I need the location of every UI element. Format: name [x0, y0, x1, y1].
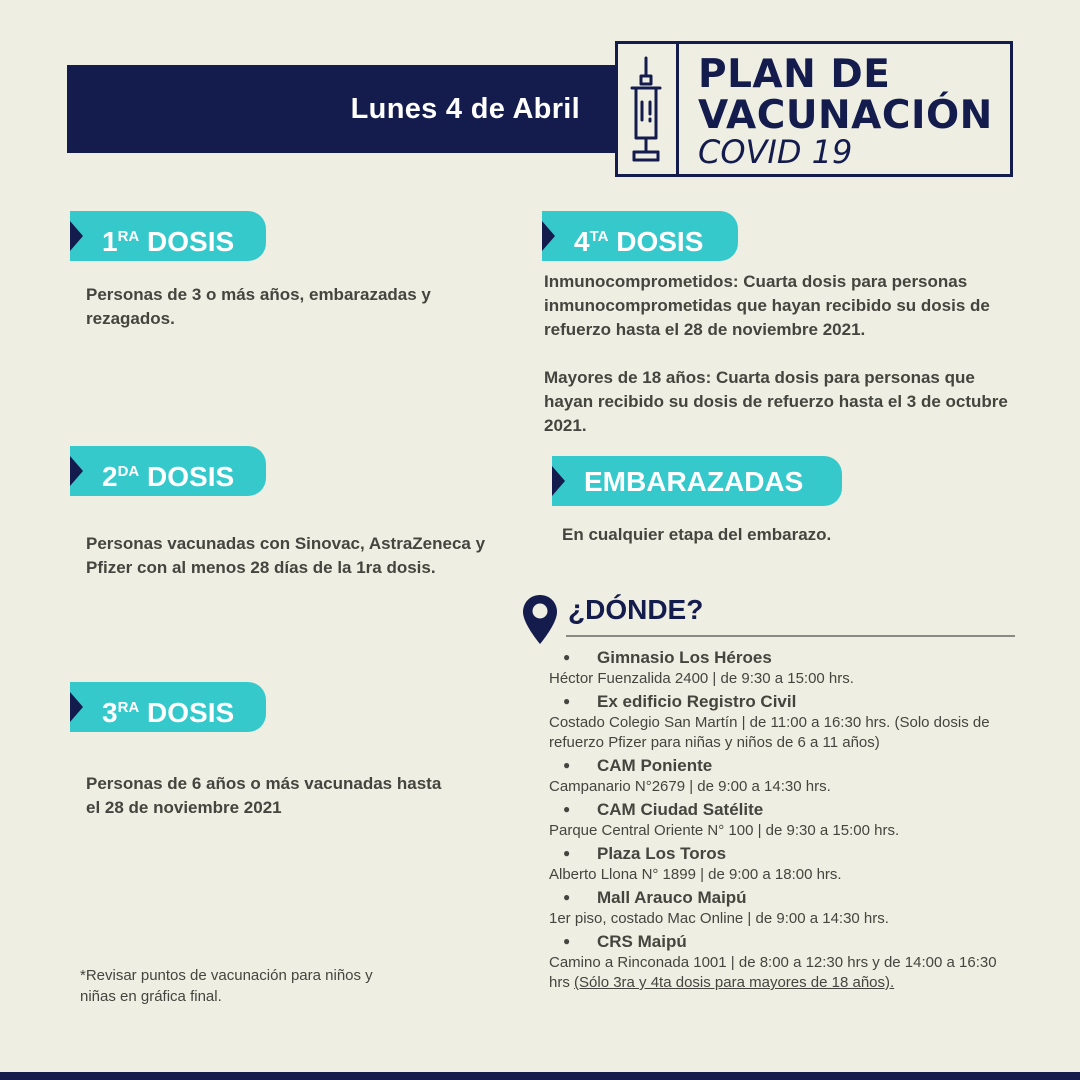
plan-icon-column	[618, 44, 679, 174]
list-item	[549, 930, 1019, 993]
location-name: CAM Ciudad Satélite	[597, 800, 764, 819]
location-detail: Campanario N°2679 | de 9:00 a 14:30 hrs.	[549, 778, 831, 795]
plan-title-line1: PLAN DE	[698, 52, 891, 97]
location-name: Plaza Los Toros	[597, 844, 727, 863]
plan-title-box	[615, 41, 1013, 177]
bullet-icon: ●	[563, 890, 571, 904]
dose-3-suffix: RA	[117, 699, 140, 716]
arrow-icon	[552, 466, 565, 496]
list-item	[549, 842, 1019, 885]
location-name: Mall Arauco Maipú	[597, 888, 747, 907]
arrow-icon	[70, 692, 83, 722]
pregnant-badge	[552, 456, 842, 506]
arrow-icon	[70, 221, 83, 251]
dose-2-word: DOSIS	[147, 461, 235, 492]
dose-4-label	[574, 211, 703, 268]
where-divider	[566, 635, 1015, 637]
list-item	[549, 690, 1019, 753]
plan-subtitle: COVID 19	[698, 133, 853, 171]
dose-3-badge	[70, 682, 266, 732]
header-date: Lunes 4 de Abril	[350, 93, 580, 125]
pregnant-label: EMBARAZADAS	[584, 466, 804, 497]
bullet-icon: ●	[563, 758, 571, 772]
where-title: ¿DÓNDE?	[568, 594, 704, 625]
dose-3-text: Personas de 6 años o más vacunadas hasta el 28 de noviembre 2021	[86, 774, 442, 817]
location-name: Gimnasio Los Héroes	[597, 648, 772, 667]
arrow-icon	[70, 456, 83, 486]
location-detail: Alberto Llona N° 1899 | de 9:00 a 18:00 hrs.	[549, 866, 842, 883]
location-detail: Parque Central Oriente N° 100 | de 9:30 a 15:00 hrs.	[549, 822, 900, 839]
arrow-icon	[542, 221, 555, 251]
dose-4-badge	[542, 211, 738, 261]
dose-4-number: 4	[574, 226, 590, 257]
location-detail: 1er piso, costado Mac Online | de 9:00 a 14:30 hrs.	[549, 910, 889, 927]
dose-1-word: DOSIS	[147, 226, 235, 257]
bullet-icon: ●	[563, 802, 571, 816]
dose-1-badge	[70, 211, 266, 261]
dose-4-text-over-18: Mayores de 18 años: Cuarta dosis para personas que hayan recibido su dosis de refuerzo hasta el 3 de octubre 2021.	[544, 368, 1008, 435]
bullet-icon: ●	[563, 694, 571, 708]
location-detail: Costado Colegio San Martín | de 11:00 a 16:30 hrs. (Solo dosis de refuerzo Pfizer para niñas y niños de 6 a 11 años)	[549, 714, 990, 751]
plan-title	[698, 54, 993, 136]
dose-2-text: Personas vacunadas con Sinovac, AstraZeneca y Pfizer con al menos 28 días de la 1ra dosis.	[86, 534, 486, 577]
dose-2-badge	[70, 446, 266, 496]
location-note: (Sólo 3ra y 4ta dosis para mayores de 18 años).	[574, 974, 895, 991]
dose-1-text: Personas de 3 o más años, embarazadas y rezagados.	[86, 285, 431, 328]
pregnant-text: En cualquier etapa del embarazo.	[562, 525, 832, 544]
dose-1-suffix: RA	[117, 228, 140, 245]
syringe-icon	[626, 56, 666, 168]
footnote: *Revisar puntos de vacunación para niños y niñas en gráfica final.	[80, 967, 373, 1005]
list-item	[549, 646, 1019, 689]
bullet-icon: ●	[563, 650, 571, 664]
dose-2-number: 2	[102, 461, 118, 492]
location-name: CRS Maipú	[597, 932, 687, 951]
location-name: CAM Poniente	[597, 756, 713, 775]
dose-4-text-immunocompromised: Inmunocomprometidos: Cuarta dosis para personas inmunocomprometidas que hayan recibido su dosis de refuerzo hasta el 28 de noviembre 2021.	[544, 272, 990, 339]
bullet-icon: ●	[563, 934, 571, 948]
dose-3-number: 3	[102, 697, 118, 728]
dose-2-label	[102, 446, 234, 503]
dose-1-label	[102, 211, 234, 268]
list-item	[549, 886, 1019, 929]
list-item	[549, 798, 1019, 841]
header-banner	[67, 65, 620, 153]
bottom-bar	[0, 1072, 1080, 1080]
dose-3-label	[102, 682, 234, 739]
location-list	[549, 646, 1019, 994]
location-name: Ex edificio Registro Civil	[597, 692, 797, 711]
dose-3-word: DOSIS	[147, 697, 235, 728]
dose-4-word: DOSIS	[616, 226, 704, 257]
bullet-icon: ●	[563, 846, 571, 860]
location-detail: Héctor Fuenzalida 2400 | de 9:30 a 15:00 hrs.	[549, 670, 854, 687]
location-detail	[549, 953, 1019, 993]
location-pin-icon	[522, 594, 558, 646]
list-item	[549, 754, 1019, 797]
plan-title-line2: VACUNACIÓN	[698, 93, 993, 138]
dose-2-suffix: DA	[117, 463, 140, 480]
dose-1-number: 1	[102, 226, 118, 257]
dose-4-suffix: TA	[589, 228, 609, 245]
location-detail-text: Camino a Rinconada 1001 | de 8:00 a 12:30 hrs y de 14:00 a 16:30 hrs	[549, 954, 997, 991]
